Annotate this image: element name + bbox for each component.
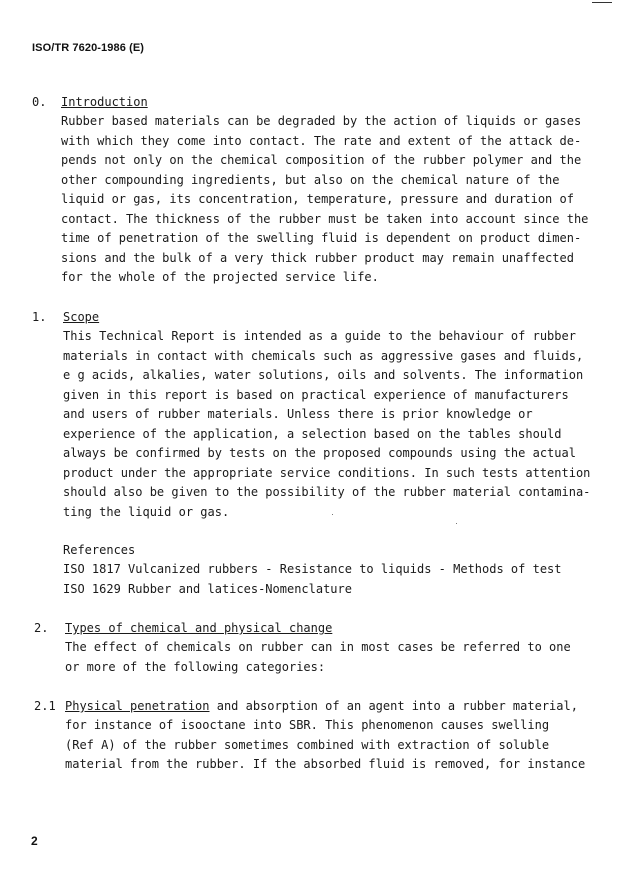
body-line: product under the appropriate service conditions. In such tests attention bbox=[63, 465, 591, 480]
body-line: contact. The thickness of the rubber must be taken into account since the bbox=[61, 211, 589, 226]
body-line: with which they come into contact. The rate and extent of the attack de- bbox=[61, 133, 582, 148]
body-line: materials in contact with chemicals such as aggressive gases and fluids, bbox=[63, 348, 584, 363]
section-2-1-body bbox=[65, 716, 585, 775]
body-line: always be confirmed by tests on the proposed compounds using the actual bbox=[63, 446, 576, 460]
body-line: sions and the bulk of a very thick rubber product may remain unaffected bbox=[61, 250, 574, 265]
body-line: or more of the following categories: bbox=[65, 659, 326, 674]
body-line: other compounding ingredients, but also on the chemical nature of the bbox=[61, 172, 560, 187]
body-line: experience of the application, a selection based on the tables should bbox=[63, 426, 562, 441]
body-line: given in this report is based on practical experience of manufacturers bbox=[63, 387, 569, 402]
section-2-1-first-line bbox=[65, 697, 578, 717]
body-line: liquid or gas, its concentration, temperature, pressure and duration of bbox=[61, 192, 574, 206]
section-2-1-first-line-rest: and absorption of an agent into a rubber material, bbox=[209, 699, 578, 713]
body-line: e g acids, alkalies, water solutions, oils and solvents. The information bbox=[63, 368, 584, 382]
section-1-title: Scope bbox=[63, 310, 100, 324]
reference-item: ISO 1817 Vulcanized rubbers - Resistance to liquids - Methods of test bbox=[63, 562, 562, 576]
section-2-body bbox=[65, 638, 571, 677]
section-0-body bbox=[61, 112, 588, 288]
body-line: should also be given to the possibility of the rubber material contamina- bbox=[63, 485, 591, 499]
body-line: pends not only on the chemical composition of the rubber polymer and the bbox=[61, 153, 582, 167]
body-line: This Technical Report is intended as a guide to the behaviour of rubber bbox=[63, 329, 576, 343]
reference-item: ISO 1629 Rubber and latices-Nomenclature bbox=[63, 581, 352, 596]
page-number: 2 bbox=[31, 834, 38, 848]
body-line: material from the rubber. If the absorbed fluid is removed, for instance bbox=[65, 757, 586, 771]
section-2-title: Types of chemical and physical change bbox=[65, 621, 333, 635]
section-2-number: 2. bbox=[34, 621, 49, 635]
section-1-number: 1. bbox=[32, 310, 47, 324]
section-2-1-term: Physical penetration bbox=[65, 699, 210, 713]
section-0-number: 0. bbox=[32, 95, 47, 109]
section-0-title: Introduction bbox=[61, 95, 148, 109]
body-line: for the whole of the projected service life. bbox=[61, 270, 379, 284]
scan-speck bbox=[332, 514, 333, 515]
scan-speck bbox=[456, 523, 457, 524]
references-list bbox=[63, 560, 562, 599]
body-line: time of penetration of the swelling fluid is dependent on product dimen- bbox=[61, 231, 582, 245]
body-line: Rubber based materials can be degraded by the action of liquids or gases bbox=[61, 114, 582, 128]
corner-rule bbox=[592, 2, 612, 3]
body-line: The effect of chemicals on rubber can in most cases be referred to one bbox=[65, 640, 571, 654]
body-line: for instance of isooctane into SBR. This phenomenon causes swelling bbox=[65, 718, 550, 732]
body-line: (Ref A) of the rubber sometimes combined with extraction of soluble bbox=[65, 737, 550, 752]
section-1-body bbox=[63, 327, 590, 522]
body-line: and users of rubber materials. Unless there is prior knowledge or bbox=[63, 407, 533, 421]
section-2-1-number: 2.1 bbox=[34, 699, 56, 713]
references-heading: References bbox=[63, 543, 136, 557]
document-id: ISO/TR 7620-1986 (E) bbox=[32, 42, 145, 54]
body-line: ting the liquid or gas. bbox=[63, 504, 230, 519]
